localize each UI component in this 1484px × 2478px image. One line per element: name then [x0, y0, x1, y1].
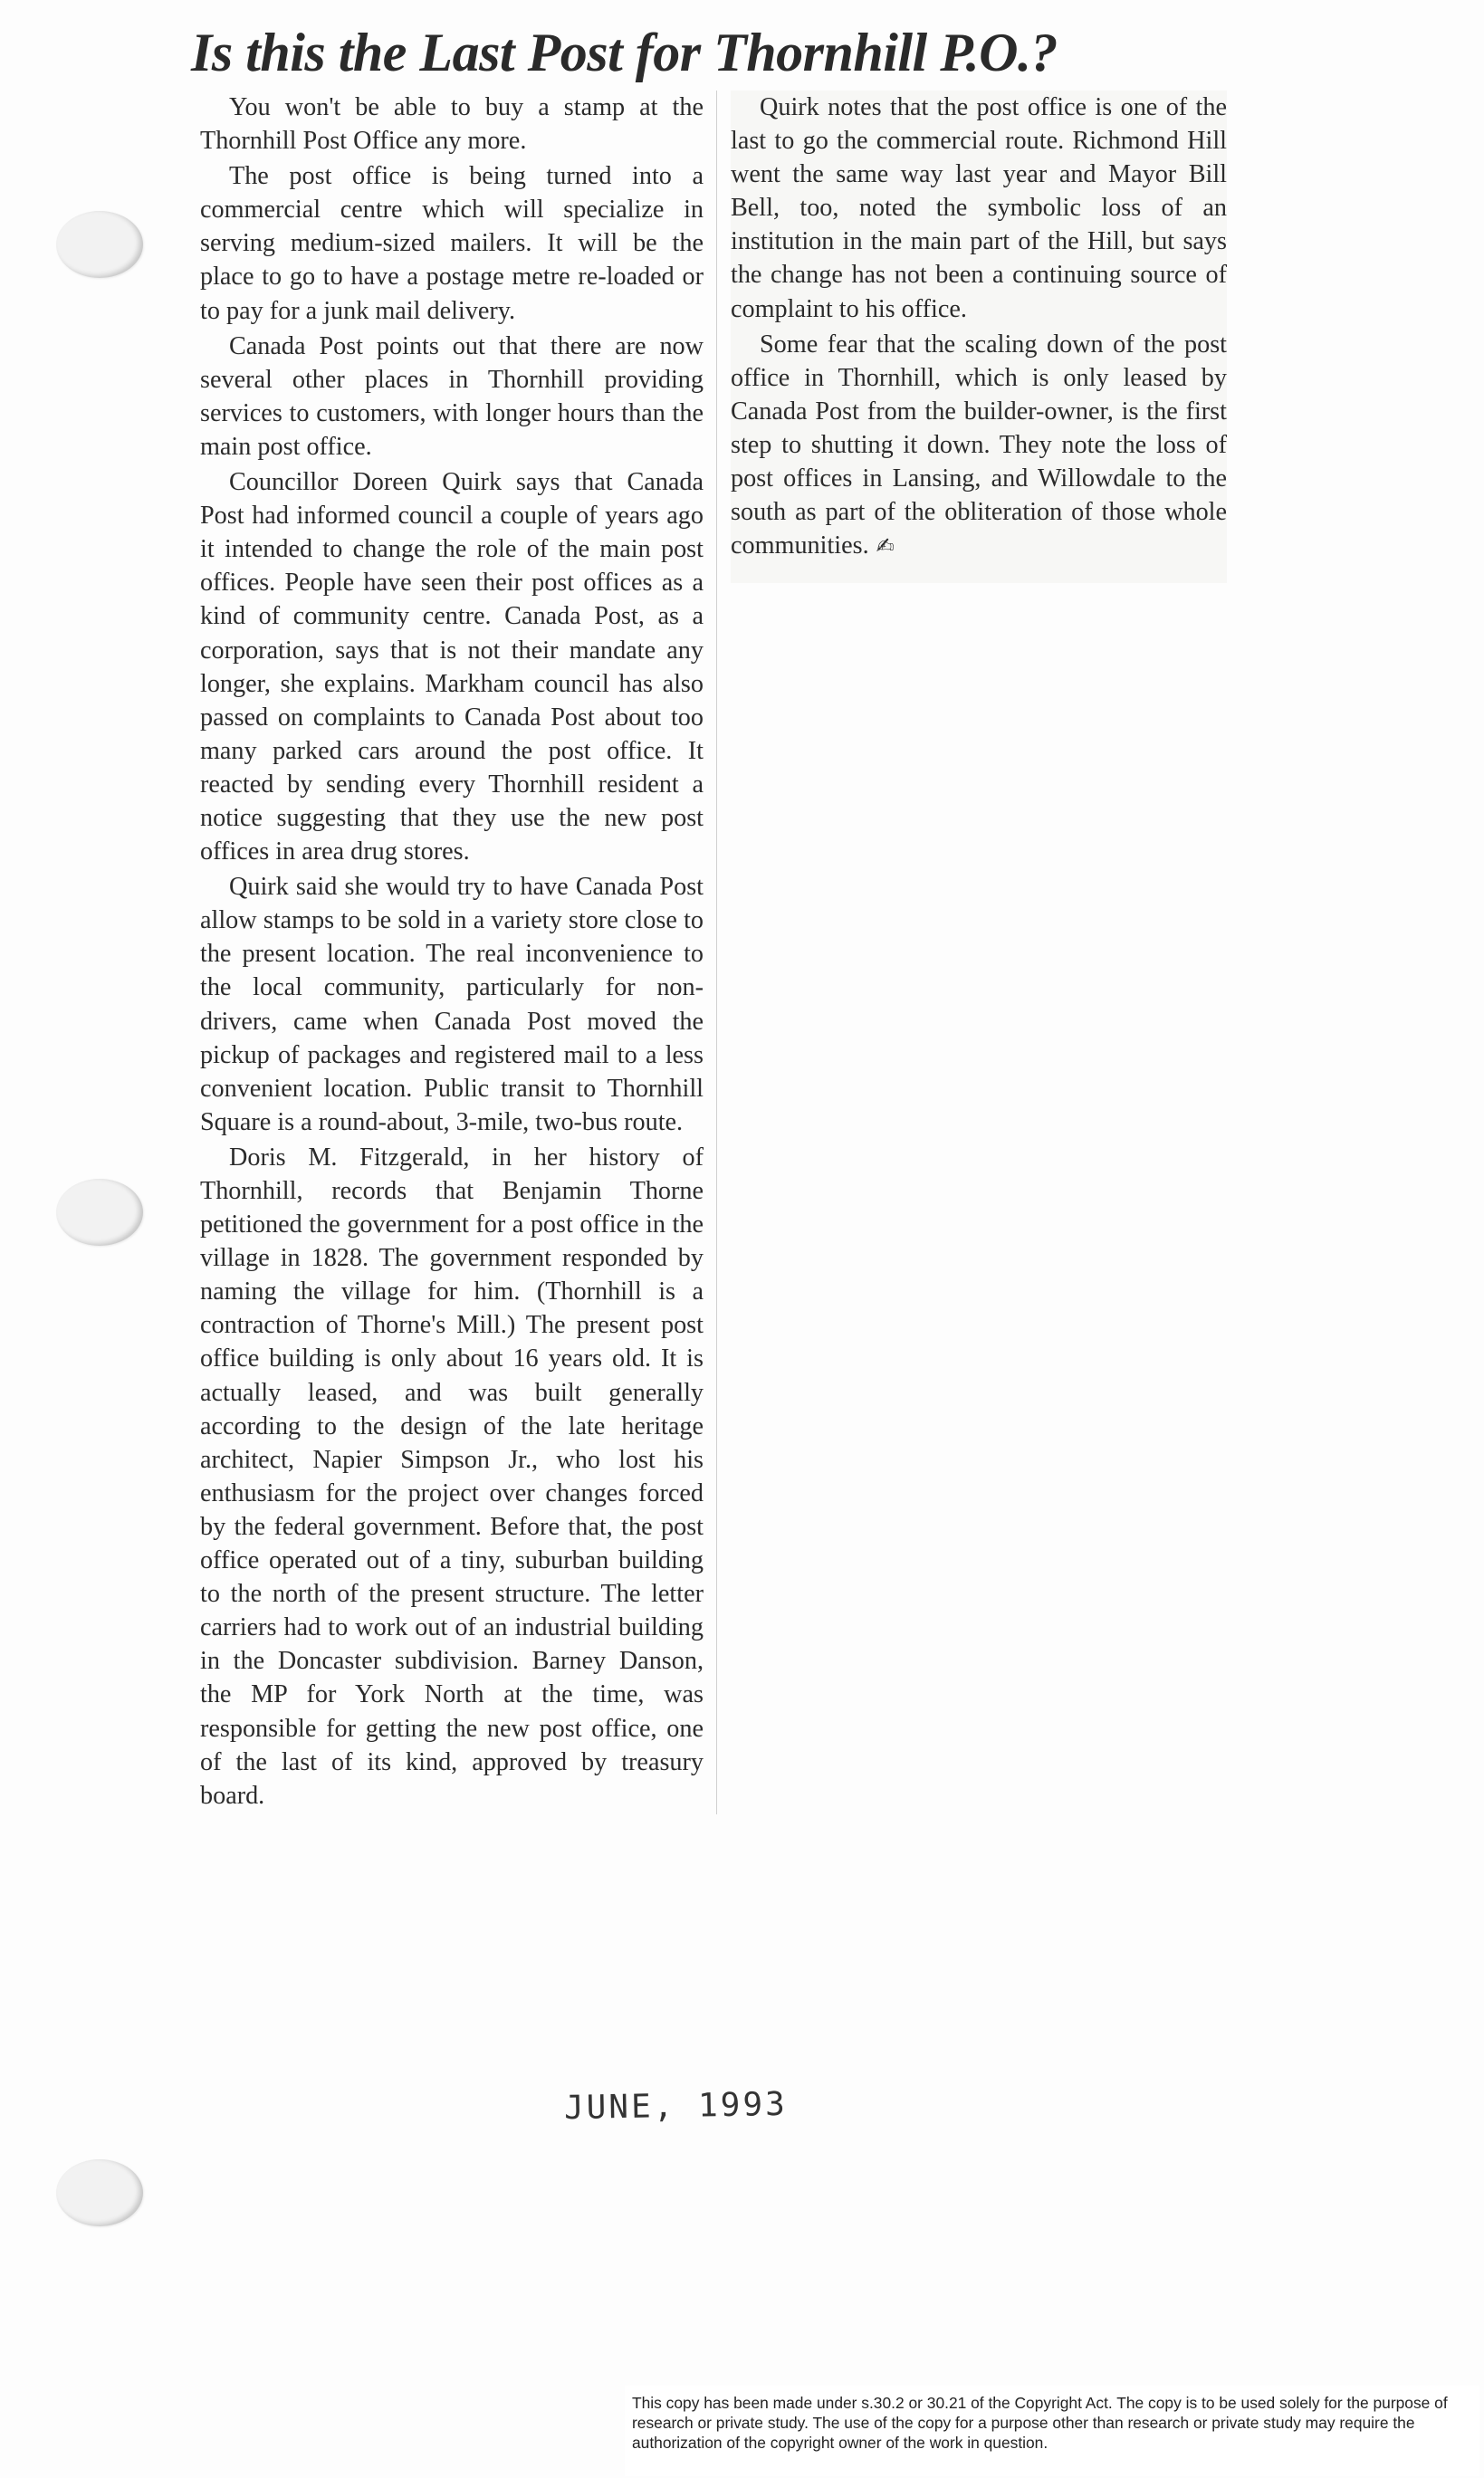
- paragraph-text: Some fear that the scaling down of the post office in Thornhill, which is only leased by Canada Post from the builder-owner, is the first step to shutting it down. They note the loss of post offices in Lansing, and Willowdale to the south as part of the obliteration of those whole communities.: [731, 330, 1227, 560]
- handwritten-date: JUNE, 1993: [563, 2085, 789, 2128]
- punch-hole-middle: [56, 1179, 143, 1246]
- right-column: [731, 91, 1227, 583]
- paragraph: Councillor Doreen Quirk says that Canada Post had informed council a couple of years ago it intended to change the role of the main post offices. People have seen their post offices as a kind of community centre. Canada Post, as a corporation, says that is not their mandate any longer, she explains. Markham council has also passed on complaints to Canada Post about too many parked cars around the post office. It reacted by sending every Thornhill resident a notice suggesting that they use the new post offices in area drug stores.: [200, 468, 704, 866]
- copyright-notice: This copy has been made under s.30.2 or 30.21 of the Copyright Act. The copy is to be used solely for the purpose of research or private study. The use of the copy for a purpose other than research or private study may require the authorization of the copyright owner of the work in question.: [625, 2386, 1479, 2476]
- left-column: [200, 91, 717, 1814]
- punch-hole-top: [56, 211, 143, 278]
- paragraph: You won't be able to buy a stamp at the Thornhill Post Office any more.: [200, 93, 704, 156]
- paragraph: The post office is being turned into a commercial centre which will specialize in serving medium-sized mailers. It will be the place to go to have a postage metre re-loaded or to pay for a junk mail delivery.: [200, 162, 704, 325]
- paragraph: Canada Post points out that there are now several other places in Thornhill providing services to customers, with longer hours than the main post office.: [200, 331, 704, 461]
- paragraph: Doris M. Fitzgerald, in her history of Thornhill, records that Benjamin Thorne petitioned the government for a post office in the village in 1828. The government responded by naming the village for him. (Thornhill is a contraction of Thorne's Mill.) The present post office building is only about 16 years old. It is actually leased, and was built generally according to the design of the late heritage architect, Napier Simpson Jr., who lost his enthusiasm for the project over changes forced by the federal government. Before that, the post office operated out of a tiny, suburban building to the north of the present structure. The letter carriers had to work out of an industrial building in the Doncaster subdivision. Barney Danson, the MP for York North at the time, was responsible for getting the new post office, one of the last of its kind, approved by treasury board.: [200, 1143, 704, 1810]
- punch-hole-bottom: [56, 2159, 143, 2226]
- paragraph: Quirk notes that the post office is one of the last to go the commercial route. Richmond Hill went the same way last year and Mayor Bill Bell, too, noted the symbolic loss of an institution in the main part of the Hill, but says the change has not been a continuing source of complaint to his office.: [731, 93, 1227, 323]
- paragraph: Quirk said she would try to have Canada Post allow stamps to be sold in a variety store close to the present location. The real inconvenience to the local community, particularly for non-drivers, came when Canada Post moved the pickup of packages and registered mail to a less convenient location. Public transit to Thornhill Square is a round-about, 3-mile, two-bus route.: [200, 873, 704, 1136]
- newspaper-clipping: [184, 13, 1239, 2131]
- end-mark-icon: ✍: [876, 533, 895, 560]
- paragraph-last: [731, 328, 1227, 564]
- headline: Is this the Last Post for Thornhill P.O.?: [191, 23, 1058, 82]
